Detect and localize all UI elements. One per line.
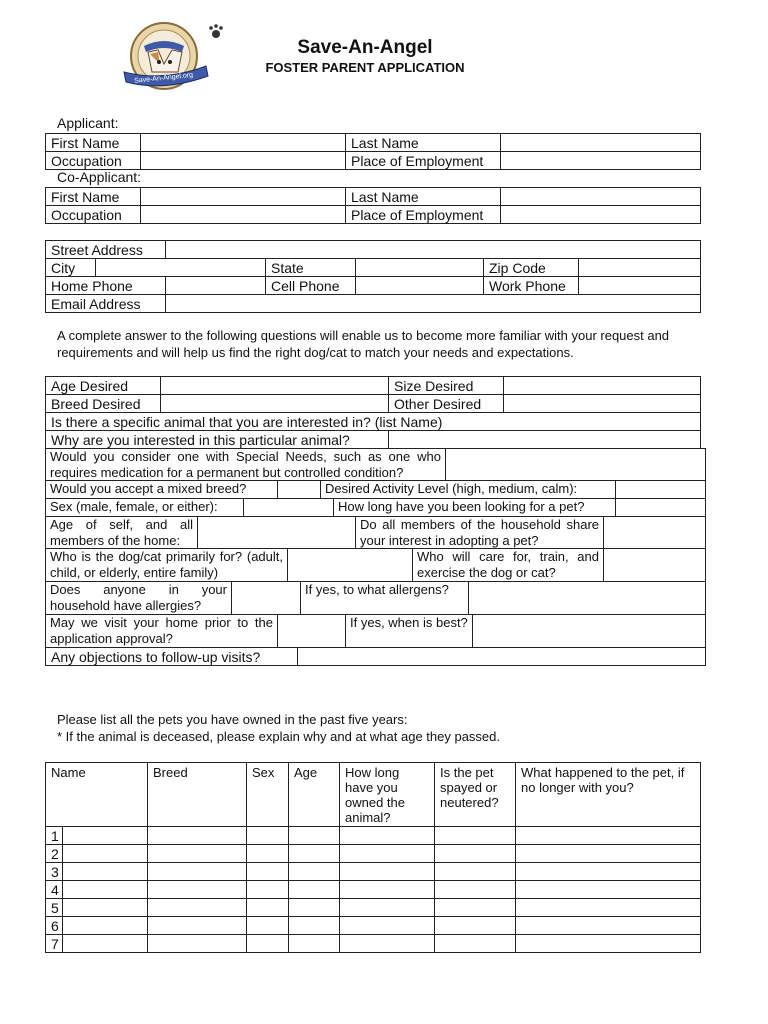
state-label: State	[265, 258, 356, 277]
pets-row-6-col-5[interactable]	[339, 916, 435, 935]
pets-instruction: Please list all the pets you have owned in the past five years:	[57, 712, 408, 727]
co_applicant-last-name-input[interactable]	[500, 187, 701, 206]
pets-row-4-col-2[interactable]	[147, 880, 247, 899]
pets-row-3-col-3[interactable]	[246, 862, 289, 881]
save-an-angel-logo	[122, 20, 232, 92]
activity-level-input[interactable]	[615, 480, 706, 499]
size-desired-label: Size Desired	[388, 376, 504, 395]
primarily-for-input[interactable]	[287, 548, 413, 582]
pets-row-6-col-2[interactable]	[147, 916, 247, 935]
page-title: Save-An-Angel	[297, 37, 433, 58]
pets-row-2-name[interactable]	[62, 844, 148, 863]
pets-row-1-col-3[interactable]	[246, 826, 289, 845]
pets-row-7-col-6[interactable]	[434, 934, 516, 953]
pets-row-6-col-6[interactable]	[434, 916, 516, 935]
special-needs-input[interactable]	[445, 448, 706, 481]
pets-row-number: 4	[45, 880, 63, 899]
applicant-heading: Applicant:	[57, 115, 119, 131]
state-input[interactable]	[355, 258, 484, 277]
pets-row-number: 3	[45, 862, 63, 881]
household-ages-input[interactable]	[197, 516, 356, 549]
home-visit-input[interactable]	[277, 614, 346, 648]
why-interested-input[interactable]	[388, 430, 701, 449]
co_applicant-first-name-input[interactable]	[140, 187, 346, 206]
household-interest-input[interactable]	[603, 516, 706, 549]
household-interest-label: Do all members of the household share your interest in adopting a pet?	[355, 516, 604, 549]
pets-row-5-col-5[interactable]	[339, 898, 435, 917]
co_applicant-occupation-input[interactable]	[140, 205, 346, 224]
pets-row-7-col-3[interactable]	[246, 934, 289, 953]
email-input[interactable]	[165, 294, 701, 313]
home-visit-label: May we visit your home prior to the application approval?	[45, 614, 278, 648]
specific-animal-label: Is there a specific animal that you are interested in? (list Name)	[45, 412, 701, 431]
household-ages-label: Age of self, and all members of the home:	[45, 516, 198, 549]
pets-row-7-col-7[interactable]	[515, 934, 701, 953]
pets-row-number: 1	[45, 826, 63, 845]
intro-paragraph: A complete answer to the following questions will enable us to become more familiar with your request and requirements and will help us find the right dog/cat to match your needs and expectations.	[57, 328, 670, 360]
when-best-input[interactable]	[472, 614, 706, 648]
pets-row-number: 2	[45, 844, 63, 863]
pets-row-5-name[interactable]	[62, 898, 148, 917]
email-label: Email Address	[45, 294, 166, 313]
pets-row-2-col-3[interactable]	[246, 844, 289, 863]
special-needs-label: Would you consider one with Special Needs, such as one who requires medication for a permanent but controlled condition?	[45, 448, 446, 481]
pets-row-5-col-4[interactable]	[288, 898, 340, 917]
svg-text:Save-An-Angel.org: Save-An-Angel.org	[133, 71, 194, 85]
pets-row-2-col-7[interactable]	[515, 844, 701, 863]
home-phone-label: Home Phone	[45, 276, 166, 295]
other-desired-label: Other Desired	[388, 394, 504, 413]
pets-row-1-col-7[interactable]	[515, 826, 701, 845]
who-cares-label: Who will care for, train, and exercise the dog or cat?	[412, 548, 604, 582]
co_applicant-employment-label: Place of Employment	[345, 205, 501, 224]
age-desired-input[interactable]	[160, 376, 389, 395]
allergens-input[interactable]	[468, 581, 706, 615]
pets-note: * If the animal is deceased, please explain why and at what age they passed.	[57, 729, 501, 744]
pets-row-1-col-6[interactable]	[434, 826, 516, 845]
cell-phone-label: Cell Phone	[265, 276, 356, 295]
pets-row-7-col-5[interactable]	[339, 934, 435, 953]
pets-row-3-col-7[interactable]	[515, 862, 701, 881]
pets-row-4-col-3[interactable]	[246, 880, 289, 899]
co_applicant-occupation-label: Occupation	[45, 205, 141, 224]
pets-row-2-col-5[interactable]	[339, 844, 435, 863]
pets-row-6-col-4[interactable]	[288, 916, 340, 935]
city-input[interactable]	[95, 258, 266, 277]
applicant-last-name-label: Last Name	[345, 133, 501, 152]
pets-column-header: Breed	[147, 762, 247, 827]
activity-level-label: Desired Activity Level (high, medium, calm):	[320, 480, 616, 499]
allergies-input[interactable]	[231, 581, 301, 615]
cell-phone-input[interactable]	[355, 276, 484, 295]
applicant-last-name-input[interactable]	[500, 133, 701, 152]
pets-row-4-name[interactable]	[62, 880, 148, 899]
primarily-for-label: Who is the dog/cat primarily for? (adult, child, or elderly, entire family)	[45, 548, 288, 582]
who-cares-input[interactable]	[603, 548, 706, 582]
pets-row-7-name[interactable]	[62, 934, 148, 953]
pets-row-3-col-4[interactable]	[288, 862, 340, 881]
follow-up-input[interactable]	[297, 647, 706, 666]
work-phone-label: Work Phone	[483, 276, 579, 295]
co_applicant-first-name-label: First Name	[45, 187, 141, 206]
pets-row-5-col-7[interactable]	[515, 898, 701, 917]
pets-row-2-col-6[interactable]	[434, 844, 516, 863]
page-subtitle: FOSTER PARENT APPLICATION	[265, 60, 465, 75]
when-best-label: If yes, when is best?	[345, 614, 473, 648]
applicant-employment-input[interactable]	[500, 151, 701, 170]
pets-row-number: 5	[45, 898, 63, 917]
pets-column-header: Name	[45, 762, 148, 827]
pets-row-3-col-6[interactable]	[434, 862, 516, 881]
pets-row-6-col-3[interactable]	[246, 916, 289, 935]
pets-row-1-col-2[interactable]	[147, 826, 247, 845]
street-address-label: Street Address	[45, 240, 166, 259]
pets-column-header: Sex	[246, 762, 289, 827]
zip-input[interactable]	[578, 258, 701, 277]
applicant-first-name-input[interactable]	[140, 133, 346, 152]
pets-column-header: How long have you owned the animal?	[339, 762, 435, 827]
applicant-first-name-label: First Name	[45, 133, 141, 152]
allergies-label: Does anyone in your household have allergies?	[45, 581, 232, 615]
city-label: City	[45, 258, 96, 277]
other-desired-input[interactable]	[503, 394, 701, 413]
pets-row-3-col-5[interactable]	[339, 862, 435, 881]
co-applicant-heading: Co-Applicant:	[57, 169, 142, 185]
follow-up-label: Any objections to follow-up visits?	[45, 647, 298, 666]
pets-row-6-name[interactable]	[62, 916, 148, 935]
pets-row-7-col-2[interactable]	[147, 934, 247, 953]
mixed-breed-input[interactable]	[277, 480, 321, 499]
zip-label: Zip Code	[483, 258, 579, 277]
pets-row-5-col-6[interactable]	[434, 898, 516, 917]
pets-row-4-col-4[interactable]	[288, 880, 340, 899]
pets-row-number: 7	[45, 934, 63, 953]
pets-row-1-col-4[interactable]	[288, 826, 340, 845]
pets-row-5-col-3[interactable]	[246, 898, 289, 917]
pets-row-4-col-5[interactable]	[339, 880, 435, 899]
pets-row-7-col-4[interactable]	[288, 934, 340, 953]
pets-row-3-name[interactable]	[62, 862, 148, 881]
breed-desired-input[interactable]	[160, 394, 389, 413]
pets-row-4-col-6[interactable]	[434, 880, 516, 899]
pets-row-number: 6	[45, 916, 63, 935]
street-address-input[interactable]	[165, 240, 701, 259]
pets-row-1-name[interactable]	[62, 826, 148, 845]
applicant-employment-label: Place of Employment	[345, 151, 501, 170]
allergens-label: If yes, to what allergens?	[300, 581, 469, 615]
pets-row-3-col-2[interactable]	[147, 862, 247, 881]
how-long-looking-input[interactable]	[615, 498, 706, 517]
applicant-occupation-input[interactable]	[140, 151, 346, 170]
pets-row-2-col-2[interactable]	[147, 844, 247, 863]
sex-label: Sex (male, female, or either):	[45, 498, 244, 517]
pets-row-5-col-2[interactable]	[147, 898, 247, 917]
breed-desired-label: Breed Desired	[45, 394, 161, 413]
mixed-breed-label: Would you accept a mixed breed?	[45, 480, 278, 499]
pets-column-header: Age	[288, 762, 340, 827]
applicant-occupation-label: Occupation	[45, 151, 141, 170]
co_applicant-employment-input[interactable]	[500, 205, 701, 224]
sex-input[interactable]	[243, 498, 334, 517]
work-phone-input[interactable]	[578, 276, 701, 295]
pets-row-4-col-7[interactable]	[515, 880, 701, 899]
size-desired-input[interactable]	[503, 376, 701, 395]
how-long-looking-label: How long have you been looking for a pet?	[333, 498, 616, 517]
pets-row-2-col-4[interactable]	[288, 844, 340, 863]
why-interested-label: Why are you interested in this particular animal?	[45, 430, 389, 449]
co_applicant-last-name-label: Last Name	[345, 187, 501, 206]
pets-row-6-col-7[interactable]	[515, 916, 701, 935]
pets-row-1-col-5[interactable]	[339, 826, 435, 845]
age-desired-label: Age Desired	[45, 376, 161, 395]
home-phone-input[interactable]	[165, 276, 266, 295]
pets-column-header: Is the pet spayed or neutered?	[434, 762, 516, 827]
pets-column-header: What happened to the pet, if no longer with you?	[515, 762, 701, 827]
